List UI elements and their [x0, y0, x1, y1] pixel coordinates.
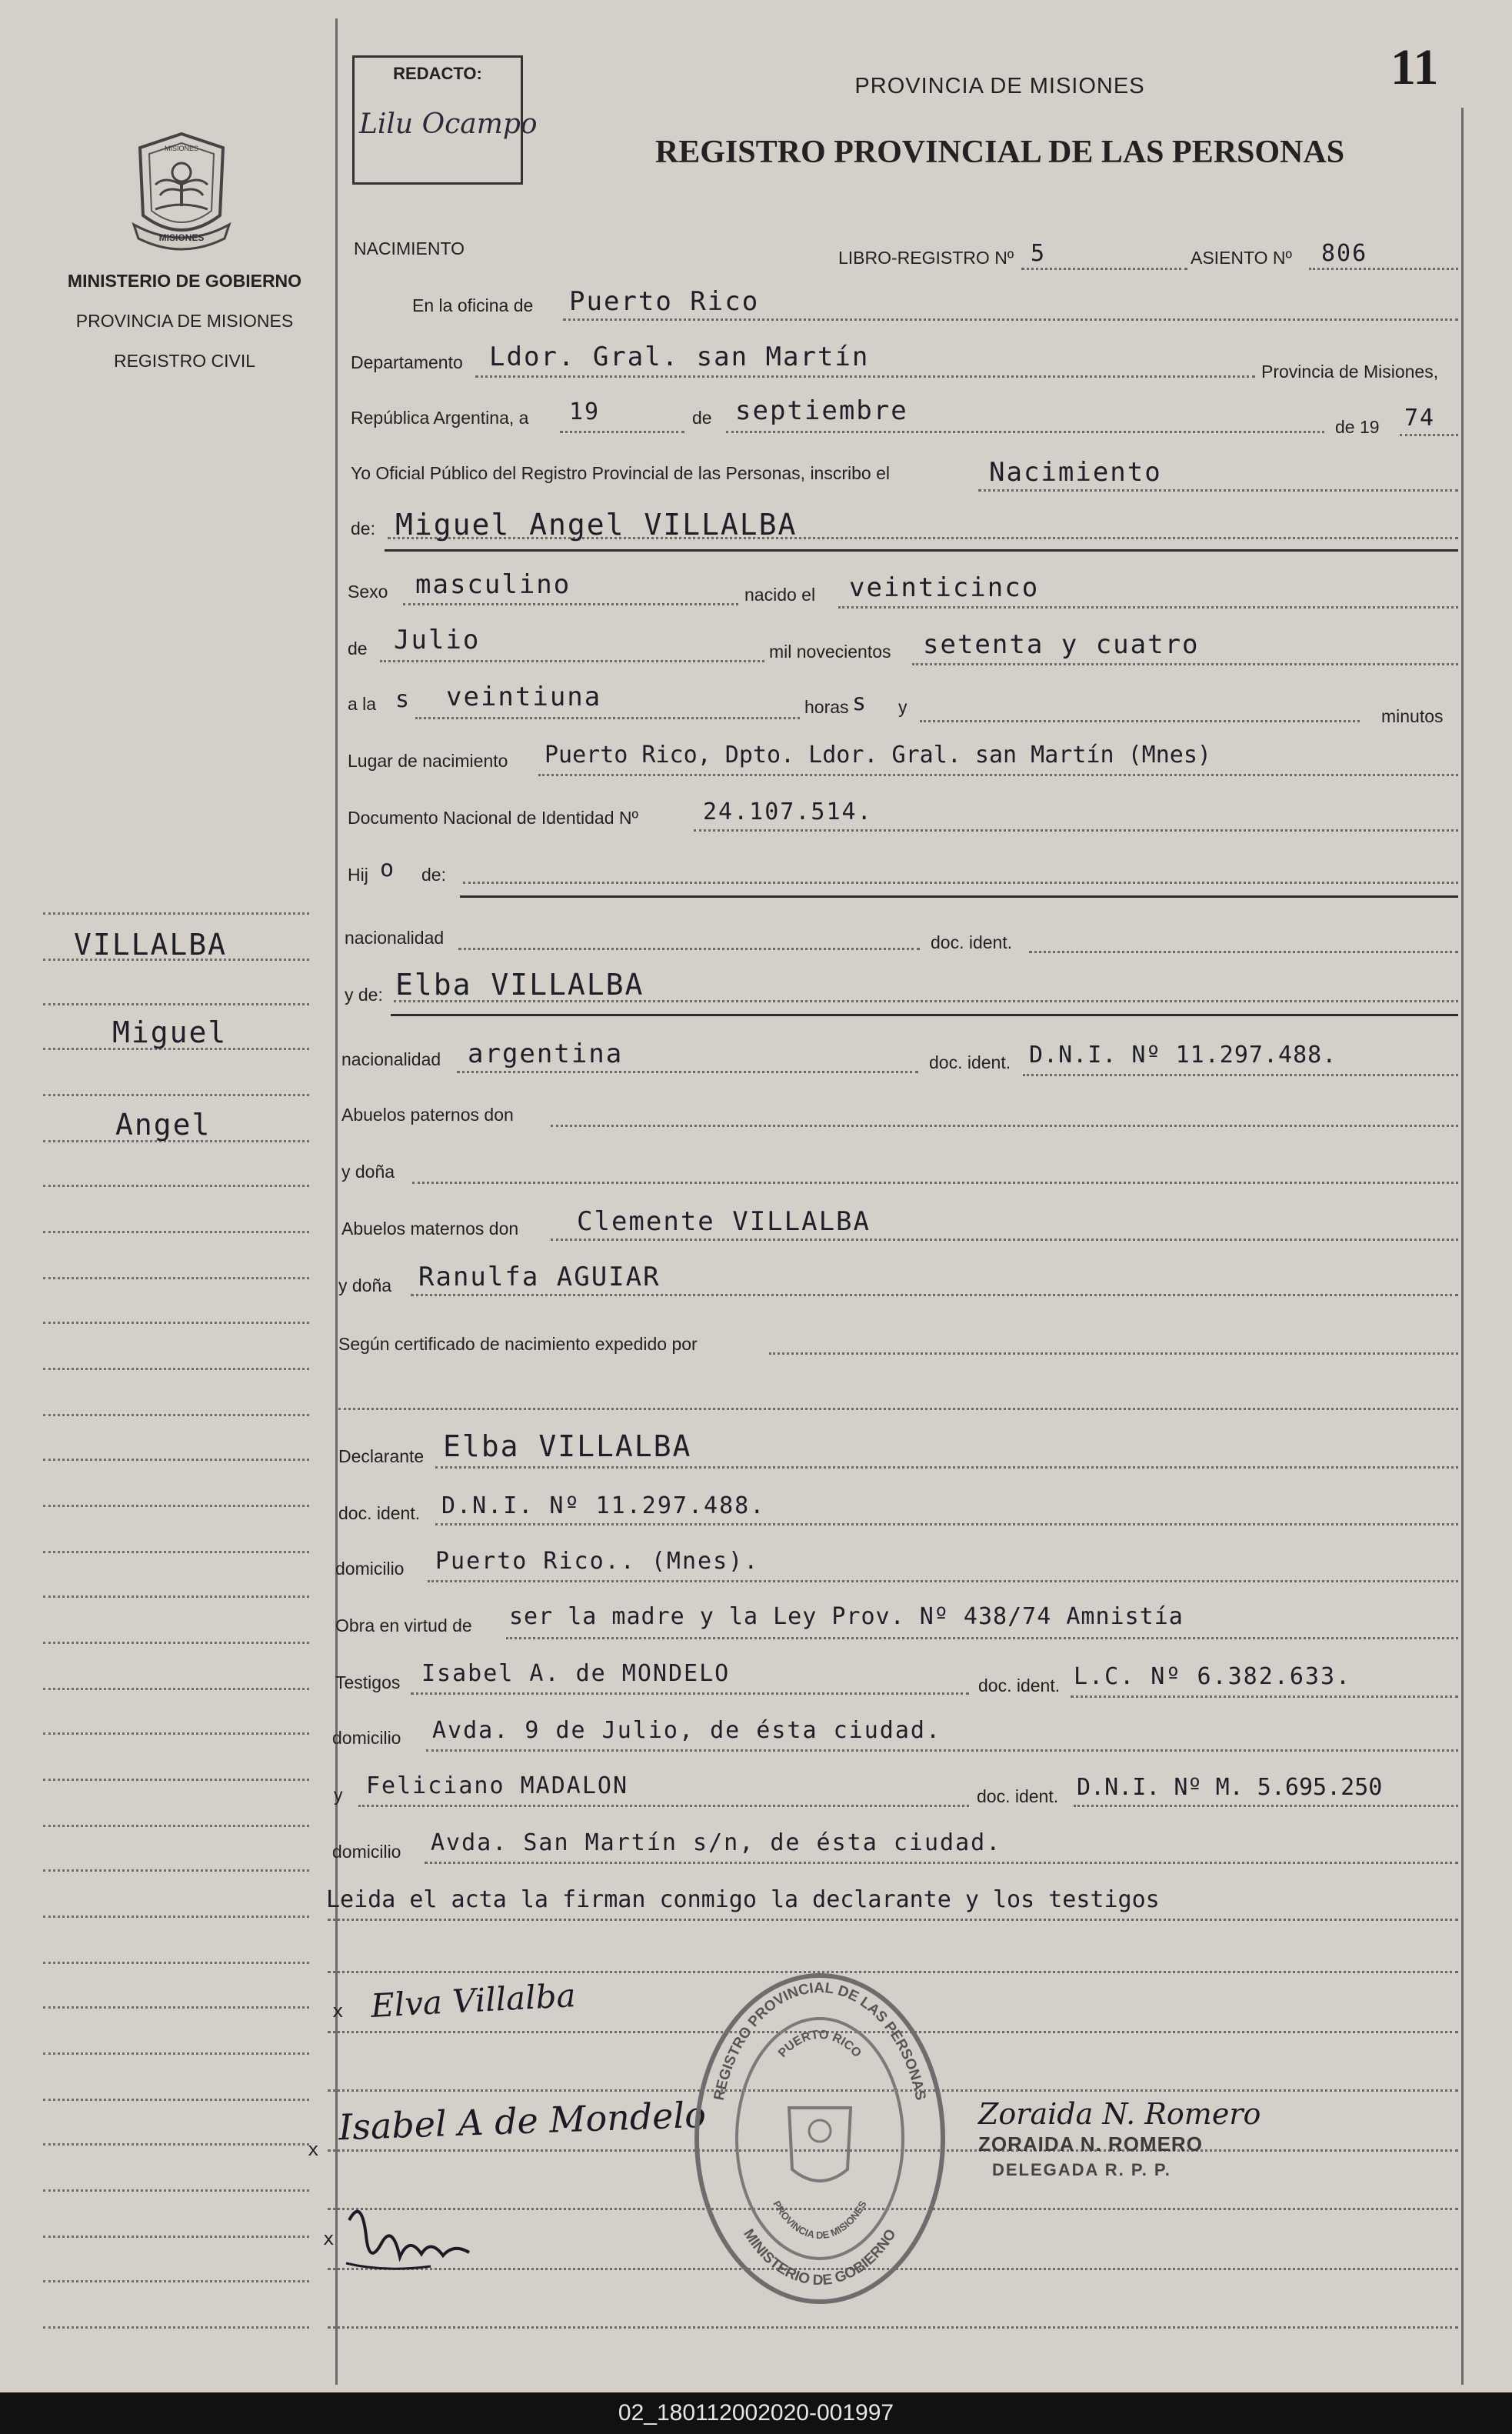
margin-line [43, 1505, 309, 1507]
official-signature: Zoraida N. Romero [978, 2097, 1261, 2131]
testigo2-line [358, 1805, 969, 1807]
anio-nac-value: setenta y cuatro [923, 629, 1200, 660]
margin-line [43, 1094, 309, 1096]
redacto-label: REDACTO: [393, 64, 482, 83]
margin-line [43, 912, 309, 915]
archive-code-footer: 02_180112002020-001997 [0, 2392, 1512, 2434]
dni-line [694, 829, 1458, 832]
domicilio3-value: Avda. San Martín s/n, de ésta ciudad. [431, 1829, 1002, 1856]
signature-declarante: Elva Villalba [369, 1976, 577, 2025]
margin-line [43, 1779, 309, 1781]
certificado-line [769, 1352, 1458, 1355]
libro-value: 5 [1031, 240, 1047, 267]
abuelos-pat-label: Abuelos paternos don [341, 1105, 514, 1125]
de-label: de [692, 408, 712, 428]
margin-name1: Miguel [112, 1015, 228, 1049]
decl-doc-value: D.N.I. Nº 11.297.488. [441, 1492, 766, 1519]
anio-nac-line [912, 663, 1458, 665]
oficina-value: Puerto Rico [569, 286, 760, 317]
margin-line [43, 1277, 309, 1279]
testigos-label: Testigos [335, 1672, 401, 1692]
declarante-value: Elba VILLALBA [443, 1429, 692, 1463]
hijo-line [463, 882, 1458, 884]
margin-line [43, 1732, 309, 1735]
registry-heading: REGISTRO PROVINCIAL DE LAS PERSONAS [654, 135, 1345, 170]
sexo-line [403, 603, 738, 605]
margin-line [43, 2280, 309, 2282]
t2-doc-label: doc. ident. [977, 1786, 1059, 1806]
abuelos-mat-line [551, 1239, 1458, 1241]
svg-text:PROVINCIA DE MISIONES [771, 2199, 869, 2241]
t2-doc-value: D.N.I. Nº M. 5.695.250 [1077, 1774, 1383, 1801]
seal-inner-bottom: PROVINCIA DE MISIONES [771, 2199, 869, 2242]
asiento-value: 806 [1321, 240, 1368, 267]
oficina-label: En la oficina de [412, 295, 534, 315]
ministry-line1: MINISTERIO DE GOBIERNO [67, 271, 302, 291]
yde-label: y de: [345, 985, 383, 1005]
obra-line [506, 1637, 1458, 1639]
seal-inner-top: PUERTO RICO [776, 2028, 864, 2060]
certificado-label: Según certificado de nacimiento expedido por [338, 1334, 698, 1354]
nacimiento-label: NACIMIENTO [354, 238, 465, 258]
hijo-de-label: de: [421, 865, 446, 885]
margin-name2: Angel [115, 1108, 211, 1142]
vertical-rule-right [1461, 108, 1464, 2385]
t1-doc-line [1071, 1695, 1458, 1698]
margin-line [43, 2189, 309, 2192]
ministry-line2: PROVINCIA DE MISIONES [75, 311, 294, 331]
mil-label: mil novecientos [769, 642, 891, 662]
margin-line [43, 1322, 309, 1324]
asiento-line [1309, 268, 1458, 270]
margin-line [43, 1916, 309, 1918]
dni-label: Documento Nacional de Identidad Nº [348, 808, 638, 828]
margin-line [43, 2006, 309, 2009]
domicilio3-label: domicilio [332, 1842, 401, 1862]
docident1-line [1029, 951, 1458, 953]
mes-line [726, 431, 1324, 433]
nac2-label: nacionalidad [341, 1049, 441, 1069]
dni-value: 24.107.514. [703, 799, 873, 825]
declarante-label: Declarante [338, 1446, 425, 1466]
minutos-line [920, 720, 1360, 722]
testigo1-value: Isabel A. de MONDELO [421, 1660, 731, 1687]
svg-text:PUERTO RICO [776, 2029, 864, 2060]
margin-line [43, 1642, 309, 1644]
margin-line [43, 2326, 309, 2329]
margin-line [43, 1869, 309, 1872]
minutos-label: minutos [1381, 706, 1444, 726]
redacto-signature: Lilu Ocampo [359, 108, 538, 140]
nac2-value: argentina [468, 1039, 624, 1069]
page-number: 11 [1390, 39, 1439, 95]
mes-value: septiembre [735, 395, 908, 426]
anio-value: 74 [1404, 405, 1436, 432]
seal-outer-top: REGISTRO PROVINCIAL DE LAS PERSONAS [711, 1979, 929, 2102]
hora-line [415, 717, 800, 719]
leida-value: Leida el acta la firman conmigo la declarante y los testigos [326, 1886, 1160, 1913]
nacido-value: veinticinco [849, 572, 1040, 603]
margin-line [43, 2143, 309, 2146]
dia-value: 19 [569, 398, 601, 425]
testigo1-line [411, 1692, 969, 1695]
emblem-top-text: MISIONES [164, 145, 199, 152]
asiento-label: ASIENTO Nº [1191, 248, 1292, 268]
oficina-line [563, 318, 1458, 321]
sig-mark-3: x [323, 2228, 336, 2249]
lugar-line [538, 774, 1458, 776]
official-title-stamp: DELEGADA R. P. P. [992, 2160, 1171, 2179]
departamento-label: Departamento [351, 352, 463, 372]
republica-label: República Argentina, a [351, 408, 529, 428]
province-emblem [125, 129, 238, 252]
margin-line [43, 1185, 309, 1187]
certificado-line2 [338, 1408, 1458, 1410]
oficial-value: Nacimiento [989, 457, 1162, 488]
hijo-label: Hij [348, 865, 368, 885]
domicilio1-label: domicilio [335, 1559, 405, 1579]
emblem-ribbon-text: MISIONES [158, 232, 205, 243]
margin-line [43, 1595, 309, 1598]
obra-value: ser la madre y la Ley Prov. Nº 438/74 Amnistía [509, 1603, 1184, 1630]
lugar-value: Puerto Rico, Dpto. Ldor. Gral. san Martín (Mnes) [545, 742, 1211, 769]
signature-testigo2-scribble [338, 2189, 492, 2282]
y2-label: y [334, 1785, 343, 1805]
signature-line [328, 2326, 1458, 2329]
sig-mark-1: x [332, 2000, 345, 2022]
docident1-label: doc. ident. [931, 932, 1013, 952]
domicilio2-value: Avda. 9 de Julio, de ésta ciudad. [432, 1717, 942, 1744]
ministry-line3: REGISTRO CIVIL [113, 351, 256, 371]
mes-nac-line [380, 660, 764, 662]
margin-line [43, 1825, 309, 1827]
nombre-value: Miguel Angel VILLALBA [395, 508, 798, 542]
hora-value: veintiuna [446, 682, 602, 712]
ydona1-line [412, 1182, 1458, 1184]
abuelos-pat-line [551, 1125, 1458, 1127]
nac1-label: nacionalidad [345, 928, 445, 948]
t2-doc-line [1074, 1805, 1458, 1807]
t1-doc-label: doc. ident. [978, 1675, 1061, 1695]
hijo-suffix: o [380, 855, 396, 882]
domicilio1-line [428, 1580, 1458, 1582]
de-nombre-label: de: [351, 518, 375, 538]
docident2-line [1023, 1074, 1458, 1076]
testigo2-value: Feliciano MADALON [366, 1772, 629, 1799]
margin-line [43, 1003, 309, 1005]
nac1-line [458, 948, 920, 950]
signature-testigo1: Isabel A de Mondelo [338, 2093, 707, 2149]
departamento-line [475, 375, 1255, 378]
sexo-label: Sexo [348, 582, 388, 602]
nombre-underline [385, 549, 1458, 552]
madre-underline [391, 1014, 1458, 1016]
margin-line [43, 1231, 309, 1233]
horas-label: horas [804, 697, 849, 717]
departamento-value: Ldor. Gral. san Martín [489, 342, 870, 372]
de2-label: de [348, 639, 368, 659]
hijo-underline [460, 895, 1458, 898]
ydona2-label: y doña [338, 1275, 392, 1295]
libro-line [1021, 268, 1187, 270]
ala-label: a la [348, 694, 377, 714]
ala-suffix: s [395, 686, 411, 713]
madre-value: Elba VILLALBA [395, 968, 644, 1002]
margin-line [43, 2052, 309, 2055]
domicilio2-label: domicilio [332, 1728, 401, 1748]
nacido-label: nacido el [744, 585, 816, 605]
abuelo-mat-value: Clemente VILLALBA [577, 1206, 871, 1237]
obra-label: Obra en virtud de [335, 1615, 472, 1635]
anio-line [1400, 434, 1458, 436]
mes-nac-value: Julio [394, 625, 481, 655]
sexo-value: masculino [415, 569, 571, 600]
dia-line [560, 431, 684, 433]
provincia-label: Provincia de Misiones, [1261, 362, 1439, 382]
oficial-label: Yo Oficial Público del Registro Provincial de las Personas, inscribo el [351, 463, 890, 483]
margin-line [43, 2236, 309, 2238]
sig-mark-2: x [308, 2139, 321, 2160]
margin-line [43, 1368, 309, 1370]
domicilio3-line [425, 1862, 1458, 1864]
margin-line [43, 1414, 309, 1416]
domicilio2-line [426, 1749, 1458, 1752]
margin-line [43, 1551, 309, 1553]
province-heading: PROVINCIA DE MISIONES [854, 74, 1145, 98]
vertical-rule-left [335, 18, 338, 2385]
domicilio1-value: Puerto Rico.. (Mnes). [435, 1548, 760, 1575]
lugar-label: Lugar de nacimiento [348, 751, 508, 771]
margin-line [43, 1459, 309, 1461]
y-label: y [898, 697, 908, 717]
registry-seal [689, 1969, 951, 2308]
official-name-stamp: ZORAIDA N. ROMERO [978, 2132, 1203, 2156]
nac2-line [457, 1071, 918, 1073]
oficial-line [978, 489, 1458, 492]
t1-doc-value: L.C. Nº 6.382.633. [1074, 1663, 1352, 1690]
docident2-label: doc. ident. [929, 1052, 1011, 1072]
decl-doc-label: doc. ident. [338, 1503, 421, 1523]
margin-surname: VILLALBA [74, 928, 228, 962]
abuela-mat-value: Ranulfa AGUIAR [418, 1262, 661, 1292]
margin-line [43, 1688, 309, 1690]
docident2-value: D.N.I. Nº 11.297.488. [1029, 1042, 1337, 1069]
anio-label: de 19 [1335, 417, 1380, 437]
ydona2-line [411, 1294, 1458, 1296]
declarante-line [435, 1466, 1458, 1469]
horas-suffix: s [852, 689, 868, 716]
decl-doc-line [435, 1523, 1458, 1525]
abuelos-mat-label: Abuelos maternos don [341, 1219, 519, 1239]
margin-line [43, 2099, 309, 2101]
libro-label: LIBRO-REGISTRO Nº [838, 248, 1014, 268]
seal-outer-bottom: MINISTERIO DE GOBIERNO [740, 2226, 900, 2289]
margin-line [43, 1962, 309, 1964]
nacido-line [838, 606, 1458, 608]
redacto-box [352, 55, 538, 185]
leida-line [328, 1919, 1458, 1921]
ydona1-label: y doña [341, 1162, 395, 1182]
